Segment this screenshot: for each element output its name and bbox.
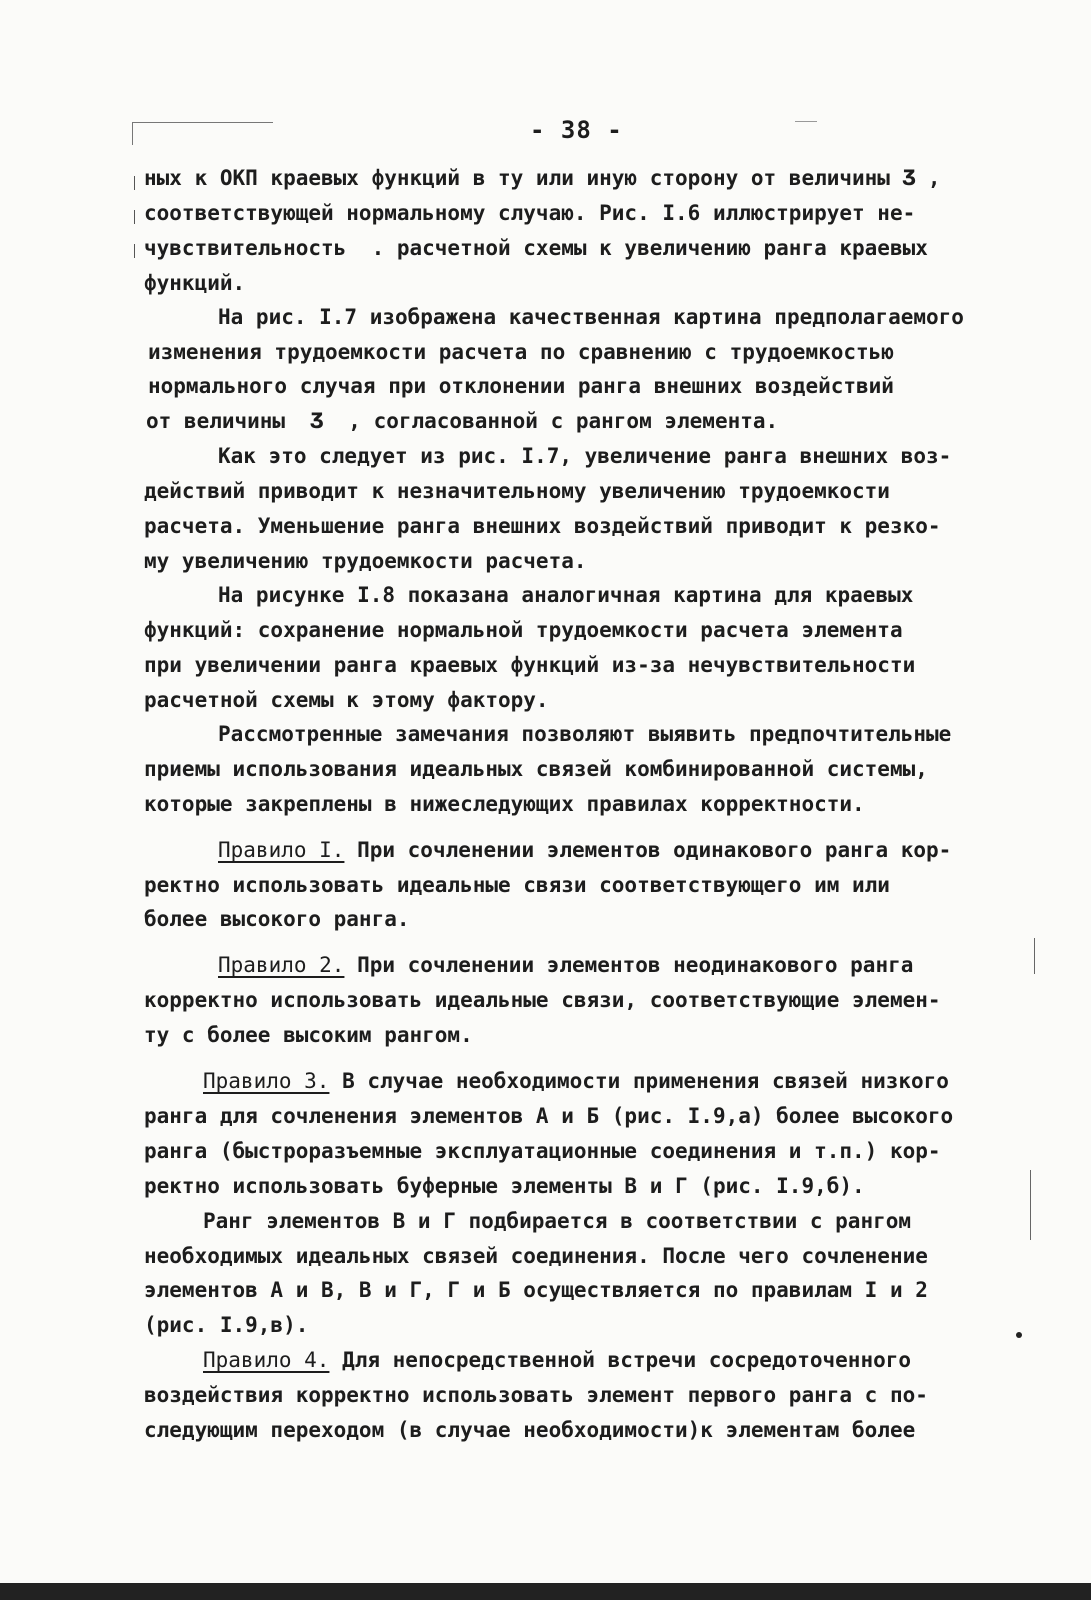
- text-line: от величины Ʒ , согласованной с рангом элемента.: [146, 409, 779, 433]
- scan-left-ticks: [134, 176, 136, 266]
- rule-text: Для непосредственной встречи сосредоточенного: [329, 1348, 912, 1372]
- text-line: ранга для сочленения элементов А и Б (рис. I.9,а) более высокого: [144, 1104, 954, 1128]
- text-line: ректно использовать буферные элементы В и Г (рис. I.9,б).: [144, 1174, 865, 1198]
- paragraph-first-line: Рассмотренные замечания позволяют выявить предпочтительные: [218, 722, 952, 746]
- text-line: чувствительность . расчетной схемы к увеличению ранга краевых: [144, 236, 928, 260]
- text-line: которые закреплены в нижеследующих правилах корректности.: [144, 792, 865, 816]
- rule-4-line: [203, 1348, 911, 1372]
- text-line: расчетной схемы к этому фактору.: [144, 688, 549, 712]
- rule-heading: Правило 4.: [203, 1348, 330, 1372]
- paragraph-first-line: Ранг элементов В и Г подбирается в соответствии с рангом: [203, 1209, 912, 1233]
- rule-heading: Правило 3.: [203, 1069, 330, 1093]
- text-line: ранга (быстроразъемные эксплуатационные соединения и т.п.) кор-: [144, 1139, 941, 1163]
- text-line: ректно использовать идеальные связи соответствующего им или: [144, 873, 890, 897]
- rule-text: При сочленении элементов одинакового ранга кор-: [344, 838, 952, 862]
- text-line: ту с более высоким рангом.: [144, 1023, 473, 1047]
- page-number: - 38 -: [530, 116, 623, 144]
- rule-3-line: [203, 1069, 949, 1093]
- scan-mark: [795, 121, 817, 122]
- text-line: воздействия корректно использовать элемент первого ранга с по-: [144, 1383, 928, 1407]
- paragraph-first-line: Как это следует из рис. I.7, увеличение ранга внешних воз-: [218, 444, 952, 468]
- scan-bottom-edge: [0, 1583, 1091, 1600]
- text-line: функций.: [144, 271, 246, 295]
- text-line: элементов А и В, В и Г, Г и Б осуществляется по правилам I и 2: [144, 1278, 928, 1302]
- text-line: изменения трудоемкости расчета по сравнению с трудоемкостью: [148, 340, 894, 364]
- text-line: приемы использования идеальных связей комбинированной системы,: [144, 757, 928, 781]
- paragraph-first-line: На рисунке I.8 показана аналогичная картина для краевых: [218, 583, 914, 607]
- text-line: действий приводит к незначительному увеличению трудоемкости: [144, 479, 890, 503]
- rule-heading: Правило 2.: [218, 953, 345, 977]
- text-line: расчета. Уменьшение ранга внешних воздействий приводит к резко-: [144, 514, 941, 538]
- text-line: (рис. I.9,в).: [144, 1313, 309, 1337]
- paragraph-first-line: На рис. I.7 изображена качественная картина предполагаемого: [218, 305, 964, 329]
- scan-mark: [1030, 1170, 1031, 1240]
- text-line: следующим переходом (в случае необходимости)к элементам более: [144, 1418, 916, 1442]
- text-line: корректно использовать идеальные связи, соответствующие элемен-: [144, 988, 941, 1012]
- rule-2-line: [218, 953, 913, 977]
- scan-dot: [1016, 1332, 1022, 1338]
- text-line: более высокого ранга.: [144, 907, 410, 931]
- rule-text: В случае необходимости применения связей низкого: [329, 1069, 949, 1093]
- text-line: при увеличении ранга краевых функций из-за нечувствительности: [144, 653, 916, 677]
- scan-corner-mark: [132, 122, 273, 145]
- scan-mark: [1034, 938, 1035, 974]
- rule-text: При сочленении элементов неодинакового ранга: [344, 953, 914, 977]
- text-line: соответствующей нормальному случаю. Рис. I.6 иллюстрирует не-: [144, 201, 916, 225]
- rule-1-line: [218, 838, 951, 862]
- rule-heading: Правило I.: [218, 838, 345, 862]
- text-line: функций: сохранение нормальной трудоемкости расчета элемента: [144, 618, 903, 642]
- text-line: ных к ОКП краевых функций в ту или иную сторону от величины Ʒ ,: [144, 166, 941, 190]
- text-line: му увеличению трудоемкости расчета.: [144, 549, 587, 573]
- text-line: необходимых идеальных связей соединения. После чего сочленение: [144, 1244, 928, 1268]
- text-line: нормального случая при отклонении ранга внешних воздействий: [148, 374, 894, 398]
